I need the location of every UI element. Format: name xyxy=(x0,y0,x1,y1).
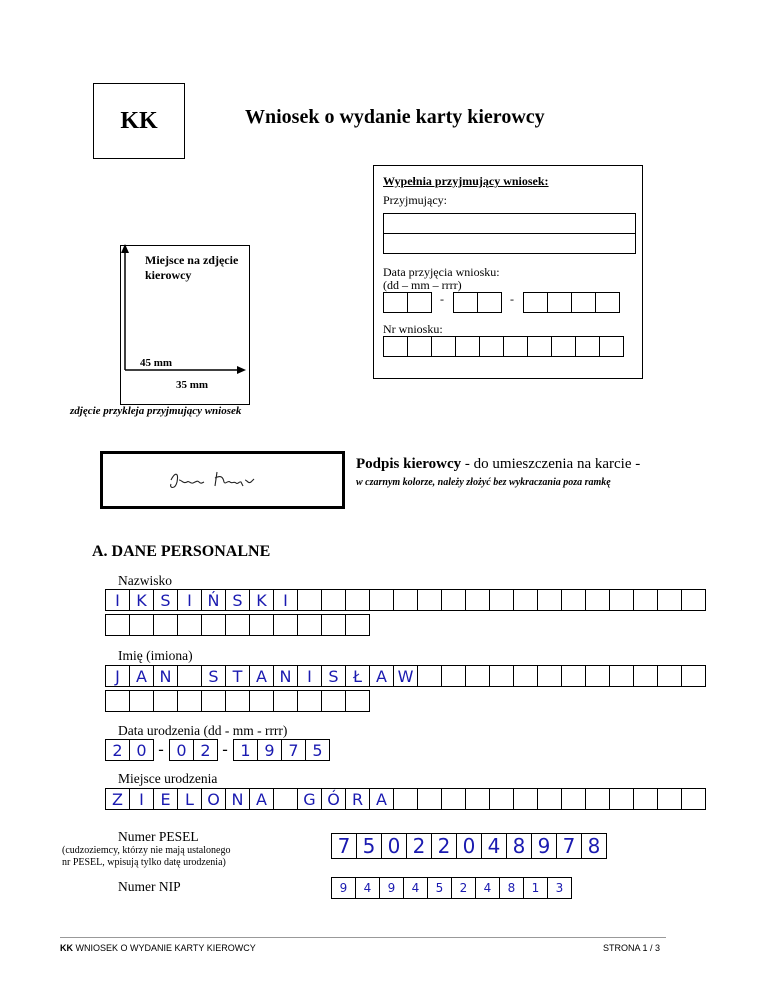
photo-height-label: 45 mm xyxy=(140,357,173,369)
letter-cell[interactable] xyxy=(321,690,346,712)
letter-cell[interactable]: 0 xyxy=(381,833,407,859)
letter-cell[interactable] xyxy=(585,788,610,810)
letter-cell[interactable] xyxy=(513,788,538,810)
letter-cell[interactable] xyxy=(369,589,394,611)
letter-cell[interactable]: Ó xyxy=(321,788,346,810)
letter-cell[interactable]: I xyxy=(129,788,154,810)
signature-note: w czarnym kolorze, należy złożyć bez wykraczania poza ramkę xyxy=(356,477,611,488)
letter-cell[interactable] xyxy=(489,788,514,810)
letter-cell[interactable] xyxy=(393,589,418,611)
letter-cell[interactable]: N xyxy=(225,788,250,810)
signature-heading-bold: Podpis kierowcy xyxy=(356,456,462,472)
letter-cell[interactable] xyxy=(441,665,466,687)
letter-cell[interactable] xyxy=(585,589,610,611)
letter-cell[interactable]: Z xyxy=(105,788,130,810)
letter-cell[interactable] xyxy=(321,589,346,611)
letter-cell[interactable] xyxy=(345,614,370,636)
birthplace-label: Miejsce urodzenia xyxy=(118,771,218,786)
letter-cell[interactable] xyxy=(297,614,322,636)
letter-cell[interactable] xyxy=(129,614,154,636)
letter-cell[interactable]: I xyxy=(297,665,322,687)
surname-row-2[interactable] xyxy=(105,614,369,636)
receiver-field-1[interactable] xyxy=(383,213,636,234)
letter-cell[interactable] xyxy=(105,614,130,636)
letter-cell[interactable] xyxy=(177,690,202,712)
letter-cell[interactable] xyxy=(513,589,538,611)
letter-cell[interactable] xyxy=(513,665,538,687)
pesel-note-line-2: nr PESEL, wpisują tylko datę urodzenia) xyxy=(62,857,226,868)
date-format-label: (dd – mm – rrrr) xyxy=(383,278,462,292)
pesel-note xyxy=(62,845,230,869)
date-separator: - xyxy=(158,740,164,759)
letter-cell[interactable]: T xyxy=(225,665,250,687)
letter-cell[interactable]: K xyxy=(129,589,154,611)
letter-cell[interactable] xyxy=(537,665,562,687)
letter-cell[interactable]: K xyxy=(249,589,274,611)
letter-cell[interactable] xyxy=(633,788,658,810)
letter-cell[interactable]: 9 xyxy=(379,877,404,899)
kk-label: KK xyxy=(120,107,158,134)
letter-cell[interactable] xyxy=(561,788,586,810)
surname-row-1[interactable] xyxy=(105,589,705,611)
footer-page: STRONA 1 / 3 xyxy=(603,943,661,953)
letter-cell[interactable] xyxy=(417,788,442,810)
application-number-field[interactable] xyxy=(383,336,623,357)
receiver-field-2[interactable] xyxy=(383,233,636,254)
letter-cell[interactable] xyxy=(561,665,586,687)
letter-cell[interactable] xyxy=(177,614,202,636)
letter-cell[interactable] xyxy=(657,788,682,810)
letter-cell[interactable]: 5 xyxy=(356,833,382,859)
letter-cell[interactable] xyxy=(153,690,178,712)
letter-cell[interactable] xyxy=(249,690,274,712)
letter-cell[interactable]: 7 xyxy=(556,833,582,859)
letter-cell[interactable] xyxy=(609,788,634,810)
letter-cell[interactable]: 0 xyxy=(456,833,482,859)
letter-cell[interactable]: 5 xyxy=(305,739,330,761)
letter-cell[interactable] xyxy=(441,589,466,611)
birthplace-row[interactable] xyxy=(105,788,705,810)
photo-label: Miejsce na zdjęcie kierowcy xyxy=(145,253,239,282)
form-title: Wniosek o wydanie karty kierowcy xyxy=(245,106,545,128)
letter-cell[interactable]: 5 xyxy=(427,877,452,899)
footer-left xyxy=(60,943,256,953)
letter-cell[interactable] xyxy=(105,690,130,712)
letter-cell[interactable] xyxy=(465,665,490,687)
pesel-label: Numer PESEL xyxy=(118,829,199,844)
pesel-field[interactable] xyxy=(331,833,606,859)
letter-cell[interactable]: 9 xyxy=(531,833,557,859)
letter-cell[interactable] xyxy=(273,788,298,810)
letter-cell[interactable] xyxy=(225,690,250,712)
letter-cell[interactable] xyxy=(201,690,226,712)
date-separator: - xyxy=(222,740,228,759)
receiver-label: Przyjmujący: xyxy=(383,193,447,207)
letter-cell[interactable] xyxy=(225,614,250,636)
letter-cell[interactable] xyxy=(561,589,586,611)
office-use-box xyxy=(373,165,643,379)
letter-cell[interactable]: 3 xyxy=(547,877,572,899)
letter-cell[interactable] xyxy=(345,690,370,712)
letter-cell[interactable]: 7 xyxy=(331,833,357,859)
letter-cell[interactable]: 8 xyxy=(581,833,607,859)
letter-cell[interactable]: L xyxy=(177,788,202,810)
letter-cell[interactable]: 2 xyxy=(193,739,218,761)
nip-label: Numer NIP xyxy=(118,879,181,894)
letter-cell[interactable]: A xyxy=(369,788,394,810)
letter-cell[interactable]: 4 xyxy=(481,833,507,859)
footer-title: WNIOSEK O WYDANIE KARTY KIEROWCY xyxy=(73,943,256,953)
letter-cell[interactable]: 2 xyxy=(406,833,432,859)
letter-cell[interactable]: A xyxy=(369,665,394,687)
letter-cell[interactable] xyxy=(273,690,298,712)
footer-kk: KK xyxy=(60,943,73,953)
signature-heading-rest: - do umieszczenia na karcie - xyxy=(461,456,641,472)
date-separator: - xyxy=(510,292,514,306)
letter-cell[interactable]: 4 xyxy=(355,877,380,899)
application-number-label: Nr wniosku: xyxy=(383,322,443,336)
letter-cell[interactable]: 7 xyxy=(281,739,306,761)
letter-cell[interactable]: R xyxy=(345,788,370,810)
letter-cell[interactable] xyxy=(201,614,226,636)
signature-heading xyxy=(356,456,640,473)
footer-divider xyxy=(60,937,666,938)
pesel-note-line-1: (cudzoziemcy, którzy nie mają ustalonego xyxy=(62,845,231,856)
letter-cell[interactable] xyxy=(465,788,490,810)
letter-cell[interactable] xyxy=(249,614,274,636)
letter-cell[interactable]: E xyxy=(153,788,178,810)
letter-cell[interactable] xyxy=(681,589,706,611)
letter-cell[interactable]: 2 xyxy=(431,833,457,859)
dob-field[interactable] xyxy=(105,739,329,761)
letter-cell[interactable]: J xyxy=(105,665,130,687)
letter-cell[interactable]: A xyxy=(249,665,274,687)
photo-caption: zdjęcie przykleja przyjmujący wniosek xyxy=(70,405,242,417)
letter-cell[interactable]: I xyxy=(105,589,130,611)
letter-cell[interactable] xyxy=(585,665,610,687)
letter-cell[interactable] xyxy=(297,690,322,712)
letter-cell[interactable]: 1 xyxy=(233,739,258,761)
letter-cell[interactable] xyxy=(609,589,634,611)
letter-cell[interactable]: N xyxy=(273,665,298,687)
date-label: Data przyjęcia wniosku: xyxy=(383,265,500,279)
photo-width-label: 35 mm xyxy=(176,379,209,391)
firstname-row-1[interactable] xyxy=(105,665,705,687)
letter-cell[interactable] xyxy=(393,788,418,810)
letter-cell[interactable]: O xyxy=(201,788,226,810)
letter-cell[interactable]: W xyxy=(393,665,418,687)
letter-cell[interactable] xyxy=(537,589,562,611)
letter-cell[interactable]: 9 xyxy=(257,739,282,761)
firstname-label: Imię (imiona) xyxy=(118,648,193,663)
letter-cell[interactable]: G xyxy=(297,788,322,810)
letter-cell[interactable]: S xyxy=(201,665,226,687)
letter-cell[interactable] xyxy=(417,589,442,611)
letter-cell[interactable]: N xyxy=(153,665,178,687)
letter-cell[interactable]: 8 xyxy=(499,877,524,899)
letter-cell[interactable] xyxy=(321,614,346,636)
letter-cell[interactable]: A xyxy=(129,665,154,687)
surname-label: Nazwisko xyxy=(118,573,172,588)
firstname-row-2[interactable] xyxy=(105,690,369,712)
letter-cell[interactable]: I xyxy=(177,589,202,611)
letter-cell[interactable] xyxy=(633,589,658,611)
letter-cell[interactable]: S xyxy=(225,589,250,611)
signature-box[interactable] xyxy=(100,451,345,509)
letter-cell[interactable] xyxy=(345,589,370,611)
letter-cell[interactable] xyxy=(657,665,682,687)
letter-cell[interactable]: 0 xyxy=(169,739,194,761)
letter-cell[interactable] xyxy=(609,665,634,687)
letter-cell[interactable] xyxy=(153,614,178,636)
letter-cell[interactable]: 0 xyxy=(129,739,154,761)
nip-field[interactable] xyxy=(331,877,571,899)
letter-cell[interactable]: 2 xyxy=(451,877,476,899)
letter-cell[interactable] xyxy=(489,589,514,611)
letter-cell[interactable] xyxy=(441,788,466,810)
letter-cell[interactable]: S xyxy=(321,665,346,687)
letter-cell[interactable] xyxy=(657,589,682,611)
letter-cell[interactable]: 8 xyxy=(506,833,532,859)
office-heading: Wypełnia przyjmujący wniosek: xyxy=(383,174,549,188)
letter-cell[interactable] xyxy=(633,665,658,687)
letter-cell[interactable]: Ł xyxy=(345,665,370,687)
letter-cell[interactable] xyxy=(681,788,706,810)
kk-logo-box xyxy=(93,83,185,159)
letter-cell[interactable] xyxy=(417,665,442,687)
letter-cell[interactable] xyxy=(465,589,490,611)
letter-cell[interactable] xyxy=(681,665,706,687)
letter-cell[interactable]: A xyxy=(249,788,274,810)
signature-image xyxy=(165,466,275,494)
letter-cell[interactable]: 1 xyxy=(523,877,548,899)
dob-label: Data urodzenia (dd - mm - rrrr) xyxy=(118,723,288,738)
letter-cell[interactable]: 2 xyxy=(105,739,130,761)
letter-cell[interactable]: S xyxy=(153,589,178,611)
letter-cell[interactable]: Ń xyxy=(201,589,226,611)
receipt-date-field[interactable] xyxy=(383,292,619,313)
letter-cell[interactable]: 9 xyxy=(331,877,356,899)
date-separator: - xyxy=(440,292,444,306)
letter-cell[interactable] xyxy=(537,788,562,810)
letter-cell[interactable] xyxy=(273,614,298,636)
letter-cell[interactable]: I xyxy=(273,589,298,611)
section-title: A. DANE PERSONALNE xyxy=(92,543,271,560)
letter-cell[interactable] xyxy=(489,665,514,687)
letter-cell[interactable] xyxy=(177,665,202,687)
letter-cell[interactable]: 4 xyxy=(403,877,428,899)
letter-cell[interactable] xyxy=(297,589,322,611)
letter-cell[interactable] xyxy=(129,690,154,712)
letter-cell[interactable]: 4 xyxy=(475,877,500,899)
